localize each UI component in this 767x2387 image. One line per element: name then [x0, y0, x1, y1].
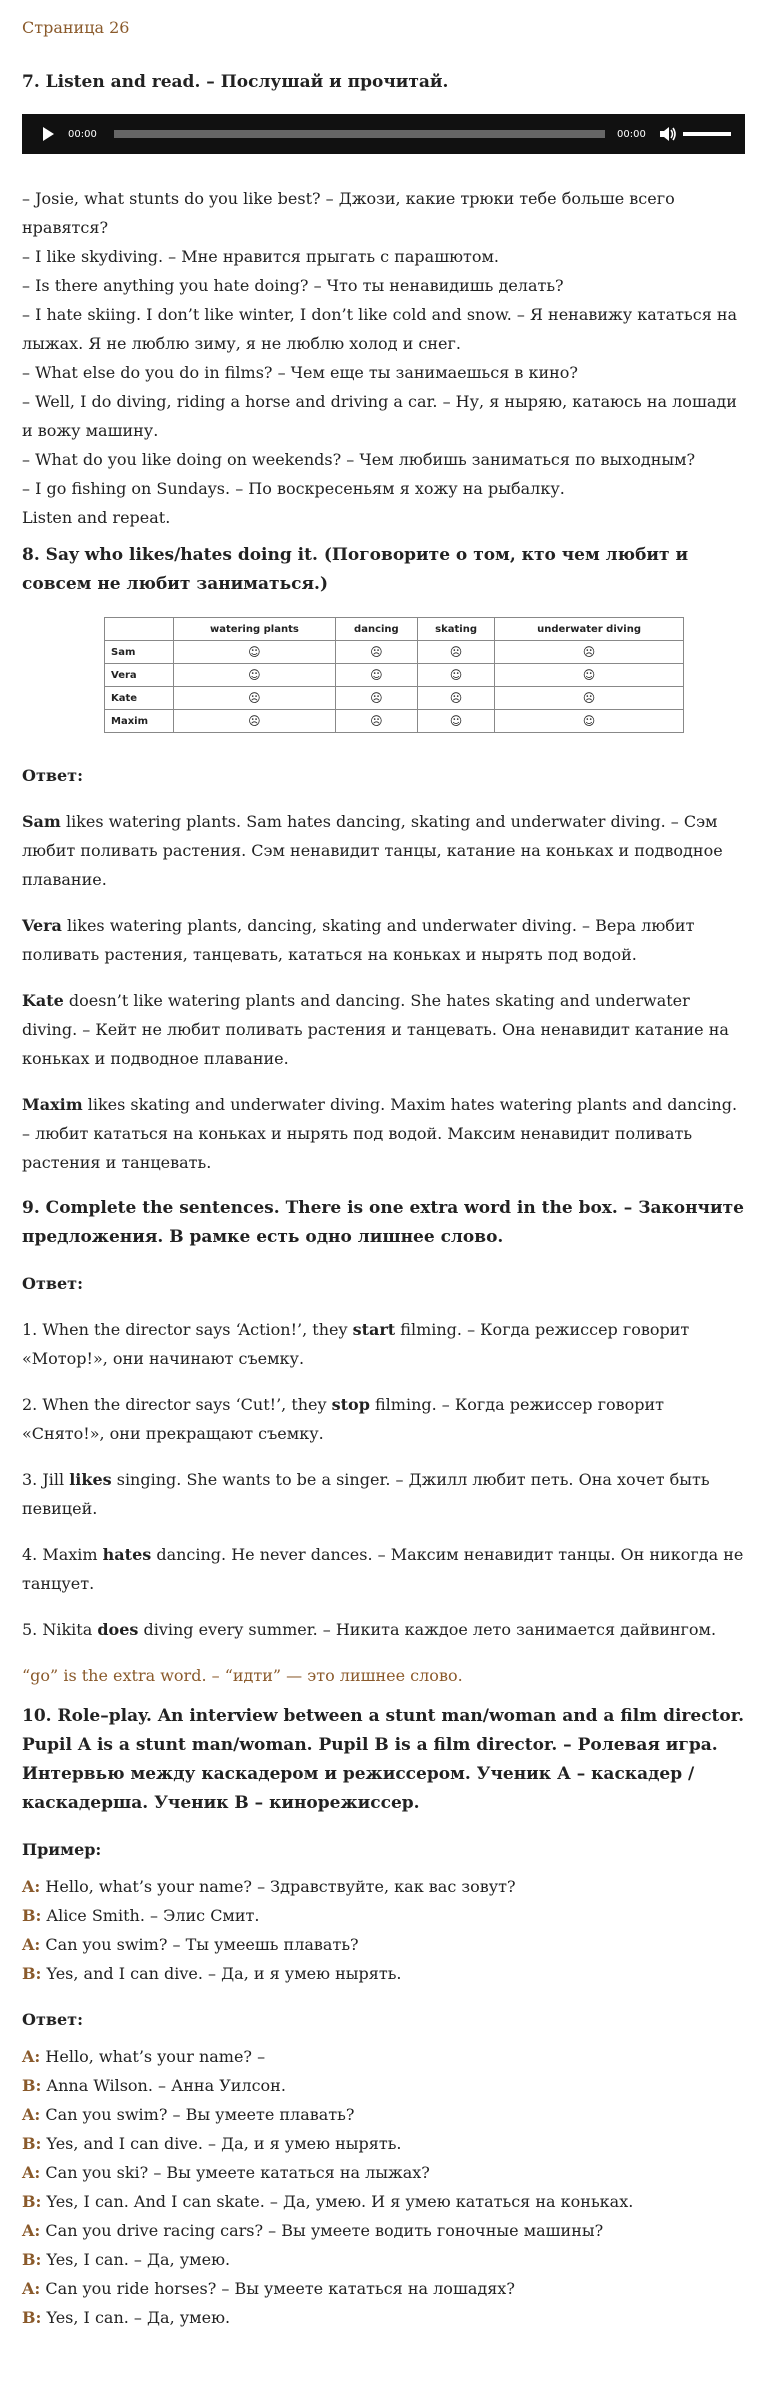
row-name: Maxim: [105, 710, 174, 733]
dialog-line: – I hate skiing. I don’t like winter, I don’t like cold and snow. – Я ненавижу кататься на лыжах. Я не люблю зиму, я не люблю холод и снег.: [22, 305, 738, 353]
sentence: [22, 1315, 745, 1373]
sentence-start: 1. When the director says ‘Action!’, they: [22, 1320, 353, 1339]
dialog-line: [22, 2042, 745, 2071]
person-name: Vera: [22, 916, 62, 935]
volume-slider[interactable]: [683, 132, 731, 136]
row-name: Kate: [105, 687, 174, 710]
table-row: [105, 710, 684, 733]
speaker-label: B:: [22, 2308, 42, 2327]
dialog-line: Listen and repeat.: [22, 508, 171, 527]
audio-player: [22, 114, 745, 154]
answer-text: likes watering plants, dancing, skating and underwater diving. – Вера любит поливать растения, танцевать, кататься на коньках и нырять под водой.: [22, 916, 695, 964]
dialog-text: Alice Smith. – Элис Смит.: [41, 1906, 260, 1925]
answer-label: Ответ:: [22, 766, 83, 785]
table-row: [105, 687, 684, 710]
face-icon: ☹: [495, 641, 684, 664]
answer-word: stop: [331, 1395, 370, 1414]
table-header: watering plants: [174, 618, 336, 641]
example-label: Пример:: [22, 1840, 102, 1859]
dialog-line: [22, 2187, 745, 2216]
sentence-end: dancing. He never dances. – Максим ненавидит танцы. Он никогда не танцует.: [22, 1545, 744, 1593]
speaker-label: B:: [22, 1906, 42, 1925]
sentence-start: 2. When the director says ‘Cut!’, they: [22, 1395, 332, 1414]
speaker-label: A:: [22, 2163, 41, 2182]
face-icon: ☺: [174, 641, 336, 664]
speaker-label: A:: [22, 1877, 41, 1896]
progress-track[interactable]: [114, 130, 605, 138]
table-row: [105, 664, 684, 687]
speaker-label: A:: [22, 2047, 41, 2066]
dialog-line: – What else do you do in films? – Чем еще ты занимаешься в кино?: [22, 363, 578, 382]
table-header: [105, 618, 174, 641]
face-icon: ☹: [335, 641, 417, 664]
speaker-label: B:: [22, 2076, 42, 2095]
person-name: Sam: [22, 812, 61, 831]
dialog-line: – Is there anything you hate doing? – Что ты ненавидишь делать?: [22, 276, 564, 295]
face-icon: ☹: [335, 710, 417, 733]
dialog-line: [22, 2274, 745, 2303]
likes-table: [104, 617, 684, 733]
speaker-label: B:: [22, 2192, 42, 2211]
sentence: [22, 1540, 745, 1598]
answer-word: start: [352, 1320, 396, 1339]
dialog-line: [22, 2100, 745, 2129]
answer-paragraph: [22, 911, 745, 969]
play-icon[interactable]: [43, 127, 54, 141]
answer-word: likes: [69, 1470, 112, 1489]
face-icon: ☹: [174, 687, 336, 710]
dialog-text: Yes, I can. – Да, умею.: [41, 2308, 231, 2327]
dialog-line: [22, 2129, 745, 2158]
face-icon: ☺: [418, 664, 495, 687]
row-name: Vera: [105, 664, 174, 687]
dialog-text: Hello, what’s your name? –: [40, 2047, 266, 2066]
sentence: [22, 1465, 745, 1523]
face-icon: ☹: [335, 687, 417, 710]
dialog-text: Can you swim? – Вы умеете плавать?: [40, 2105, 355, 2124]
dialog-line: [22, 2158, 745, 2187]
face-icon: ☺: [335, 664, 417, 687]
sentence-start: 5. Nikita: [22, 1620, 98, 1639]
table-header: skating: [418, 618, 495, 641]
answer-text: likes skating and underwater diving. Maxim hates watering plants and dancing. – любит кататься на коньках и нырять под водой. Максим ненавидит поливать растения и танцевать.: [22, 1095, 738, 1172]
answer-word: does: [97, 1620, 139, 1639]
exercise-7-title: 7. Listen and read. – Послушай и прочитай.: [22, 72, 449, 92]
dialog-text: Yes, and I can dive. – Да, и я умею нырять.: [41, 2134, 402, 2153]
person-name: Maxim: [22, 1095, 83, 1114]
dialog-text: Can you ski? – Вы умеете кататься на лыжах?: [40, 2163, 430, 2182]
likes-table-image: [104, 617, 684, 733]
answer-text: doesn’t like watering plants and dancing. She hates skating and underwater diving. – Кейт не любит поливать растения и танцевать. Она ненавидит катание на коньках и подводное плавание.: [22, 991, 729, 1068]
answer-text: likes watering plants. Sam hates dancing, skating and underwater diving. – Сэм любит поливать растения. Сэм ненавидит танцы, катание на коньках и подводное плавание.: [22, 812, 723, 889]
sentence: [22, 1390, 745, 1448]
dialog-text: Yes, I can. – Да, умею.: [41, 2250, 231, 2269]
current-time: 00:00: [68, 128, 97, 140]
dialog-line: – Josie, what stunts do you like best? – Джози, какие трюки тебе больше всего нравятся?: [22, 189, 675, 237]
dialog-text: Can you ride horses? – Вы умеете кататься на лошадях?: [40, 2279, 515, 2298]
dialog-line: – I like skydiving. – Мне нравится прыгать с парашютом.: [22, 247, 500, 266]
face-icon: ☹: [495, 687, 684, 710]
sentence-end: diving every summer. – Никита каждое лето занимается дайвингом.: [138, 1620, 717, 1639]
answer-label: Ответ:: [22, 2010, 83, 2029]
face-icon: ☹: [174, 710, 336, 733]
dialog-line: [22, 1930, 745, 1959]
dialog-line: [22, 2303, 745, 2332]
dialog-line: – Well, I do diving, riding a horse and driving a car. – Ну, я ныряю, катаюсь на лошади и вожу машину.: [22, 392, 737, 440]
duration-time: 00:00: [617, 128, 646, 140]
dialog-text: Can you drive racing cars? – Вы умеете водить гоночные машины?: [40, 2221, 604, 2240]
dialog-line: [22, 1959, 745, 1988]
table-header: dancing: [335, 618, 417, 641]
dialog-line: [22, 2245, 745, 2274]
answer-label: Ответ:: [22, 1274, 83, 1293]
dialog-line: [22, 1872, 745, 1901]
exercise-9-title: 9. Complete the sentences. There is one extra word in the box. – Закончите предложения. В рамке есть одно лишнее слово.: [22, 1198, 744, 1247]
sentence-start: 3. Jill: [22, 1470, 70, 1489]
face-icon: ☹: [418, 687, 495, 710]
dialog-line: [22, 2071, 745, 2100]
dialog-line: [22, 1901, 745, 1930]
exercise-7-dialog: [22, 184, 745, 532]
speaker-label: A:: [22, 1935, 41, 1954]
dialog-text: Yes, and I can dive. – Да, и я умею нырять.: [41, 1964, 402, 1983]
speaker-label: B:: [22, 2250, 42, 2269]
answer-paragraph: [22, 807, 745, 894]
page-label: Страница 26: [22, 18, 130, 37]
speaker-label: B:: [22, 1964, 42, 1983]
answer-paragraph: [22, 1090, 745, 1177]
answer-paragraph: [22, 986, 745, 1073]
dialog-text: Yes, I can. And I can skate. – Да, умею. И я умею кататься на коньках.: [41, 2192, 634, 2211]
volume-icon[interactable]: [659, 126, 677, 142]
row-name: Sam: [105, 641, 174, 664]
speaker-label: B:: [22, 2134, 42, 2153]
extra-word-note: “go” is the extra word. – “идти” — это лишнее слово.: [22, 1666, 463, 1685]
face-icon: ☹: [418, 641, 495, 664]
speaker-label: A:: [22, 2221, 41, 2240]
exercise-10-title: 10. Role–play. An interview between a stunt man/woman and a film director. Pupil A is a stunt man/woman. Pupil B is a film director. – Ролевая игра. Интервью между каскадером и режиссером. Ученик А – каскадер / каскадерша. Ученик В – кинорежиссер.: [22, 1706, 745, 1813]
sentence-start: 4. Maxim: [22, 1545, 103, 1564]
face-icon: ☺: [174, 664, 336, 687]
sentence-end: filming. – Когда режиссер говорит «Снято!», они прекращают съемку.: [22, 1395, 664, 1443]
sentence: [22, 1615, 745, 1644]
face-icon: ☺: [495, 710, 684, 733]
dialog-text: Hello, what’s your name? – Здравствуйте, как вас зовут?: [40, 1877, 516, 1896]
table-header: underwater diving: [495, 618, 684, 641]
answer-word: hates: [102, 1545, 152, 1564]
table-row: [105, 641, 684, 664]
dialog-line: [22, 2216, 745, 2245]
speaker-label: A:: [22, 2105, 41, 2124]
dialog-line: – I go fishing on Sundays. – По воскресеньям я хожу на рыбалку.: [22, 479, 565, 498]
example-dialog: [22, 1872, 745, 1988]
face-icon: ☺: [418, 710, 495, 733]
exercise-8-title: 8. Say who likes/hates doing it. (Поговорите о том, кто чем любит и совсем не любит заниматься.): [22, 545, 689, 594]
dialog-text: Anna Wilson. – Анна Уилсон.: [41, 2076, 286, 2095]
person-name: Kate: [22, 991, 64, 1010]
sentence-end: singing. She wants to be a singer. – Джилл любит петь. Она хочет быть певицей.: [22, 1470, 710, 1518]
face-icon: ☺: [495, 664, 684, 687]
answer-dialog: [22, 2042, 745, 2332]
dialog-text: Can you swim? – Ты умеешь плавать?: [40, 1935, 359, 1954]
sentence-end: filming. – Когда режиссер говорит «Мотор!», они начинают съемку.: [22, 1320, 690, 1368]
dialog-line: – What do you like doing on weekends? – Чем любишь заниматься по выходным?: [22, 450, 696, 469]
speaker-label: A:: [22, 2279, 41, 2298]
